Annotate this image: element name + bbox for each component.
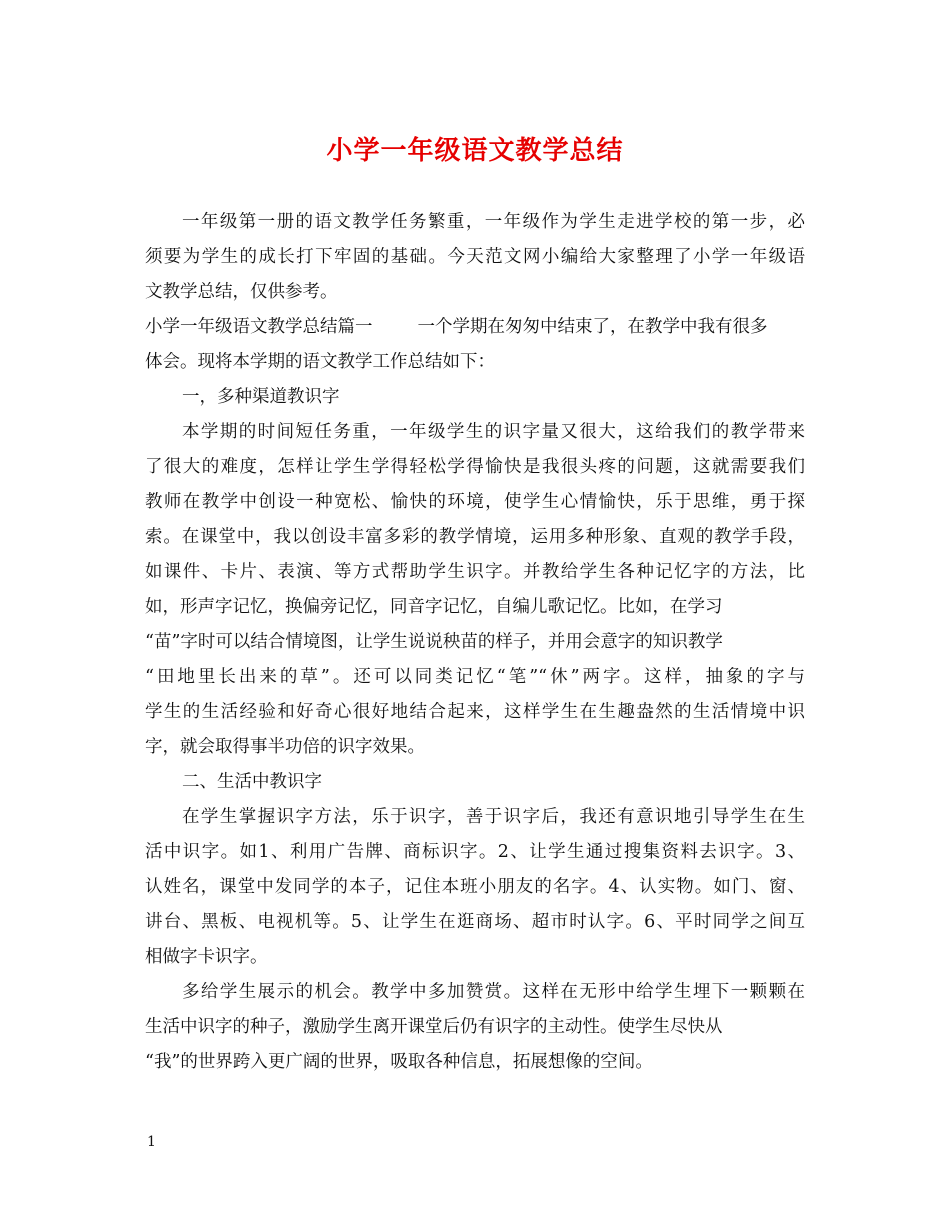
text-line: 教师在教学中创设一种宽松、愉快的环境，使学生心情愉快，乐于思维，勇于探 <box>145 492 805 512</box>
text-line-tail: 一个学期在匆匆中结束了，在教学中我有很多 <box>417 317 768 337</box>
text-line: 多给学生展示的机会。教学中多加赞赏。这样在无形中给学生埋下一颗颗在 <box>182 982 805 1002</box>
text-line: 须要为学生的成长打下牢固的基础。今天范文网小编给大家整理了小学一年级语 <box>145 247 805 267</box>
text-line: 本学期的时间短任务重，一年级学生的识字量又很大，这给我们的教学带来 <box>182 422 805 442</box>
document-title: 小学一年级语文教学总结 <box>326 136 624 166</box>
text-line: 认姓名，课堂中发同学的本子，记住本班小朋友的名字。4、认实物。如门、窗、 <box>145 877 805 897</box>
text-line: 文教学总结，仅供参考。 <box>145 282 338 302</box>
text-line: 生活中识字的种子，激励学生离开课堂后仍有识字的主动性。使学生尽快从 <box>145 1017 723 1037</box>
text-line: 讲台、黑板、电视机等。5、让学生在逛商场、超市时认字。6、平时同学之间互 <box>145 912 805 932</box>
text-line: “我”的世界跨入更广阔的世界，吸取各种信息，拓展想像的空间。 <box>145 1052 653 1072</box>
text-line: 体会。现将本学期的语文教学工作总结如下： <box>145 352 495 372</box>
text-line: 字，就会取得事半功倍的识字效果。 <box>145 737 425 757</box>
text-line <box>145 310 805 345</box>
text-line: “田地里长出来的草”。还可以同类记忆“笔”“休”两字。这样，抽象的字与 <box>145 667 805 687</box>
text-line: 了很大的难度，怎样让学生学得轻松学得愉快是我很头疼的问题，这就需要我们 <box>145 457 805 477</box>
text-line: 一，多种渠道教识字 <box>182 387 340 407</box>
document-body <box>145 205 805 1080</box>
text-line: 学生的生活经验和好奇心很好地结合起来，这样学生在生趣盎然的生活情境中识 <box>145 702 805 722</box>
text-line: 索。在课堂中，我以创设丰富多彩的教学情境，运用多种形象、直观的教学手段， <box>145 527 805 547</box>
text-line: 相做字卡识字。 <box>145 947 268 967</box>
page-number: 1 <box>147 1134 156 1150</box>
text-line: 如课件、卡片、表演、等方式帮助学生识字。并教给学生各种记忆字的方法，比 <box>145 562 805 582</box>
text-line: 一年级第一册的语文教学任务繁重，一年级作为学生走进学校的第一步，必 <box>182 212 805 232</box>
text-line: 二、生活中教识字 <box>182 772 322 792</box>
text-line: 在学生掌握识字方法，乐于识字，善于识字后，我还有意识地引导学生在生 <box>182 807 805 827</box>
section-heading-inline: 小学一年级语文教学总结篇一 <box>145 317 373 337</box>
text-line: “苗”字时可以结合情境图，让学生说说秧苗的样子，并用会意字的知识教学 <box>145 632 723 652</box>
text-line: 活中识字。如1、利用广告牌、商标识字。2、让学生通过搜集资料去识字。3、 <box>145 842 805 862</box>
text-line: 如，形声字记忆，换偏旁记忆，同音字记忆，自编儿歌记忆。比如，在学习 <box>145 597 723 617</box>
